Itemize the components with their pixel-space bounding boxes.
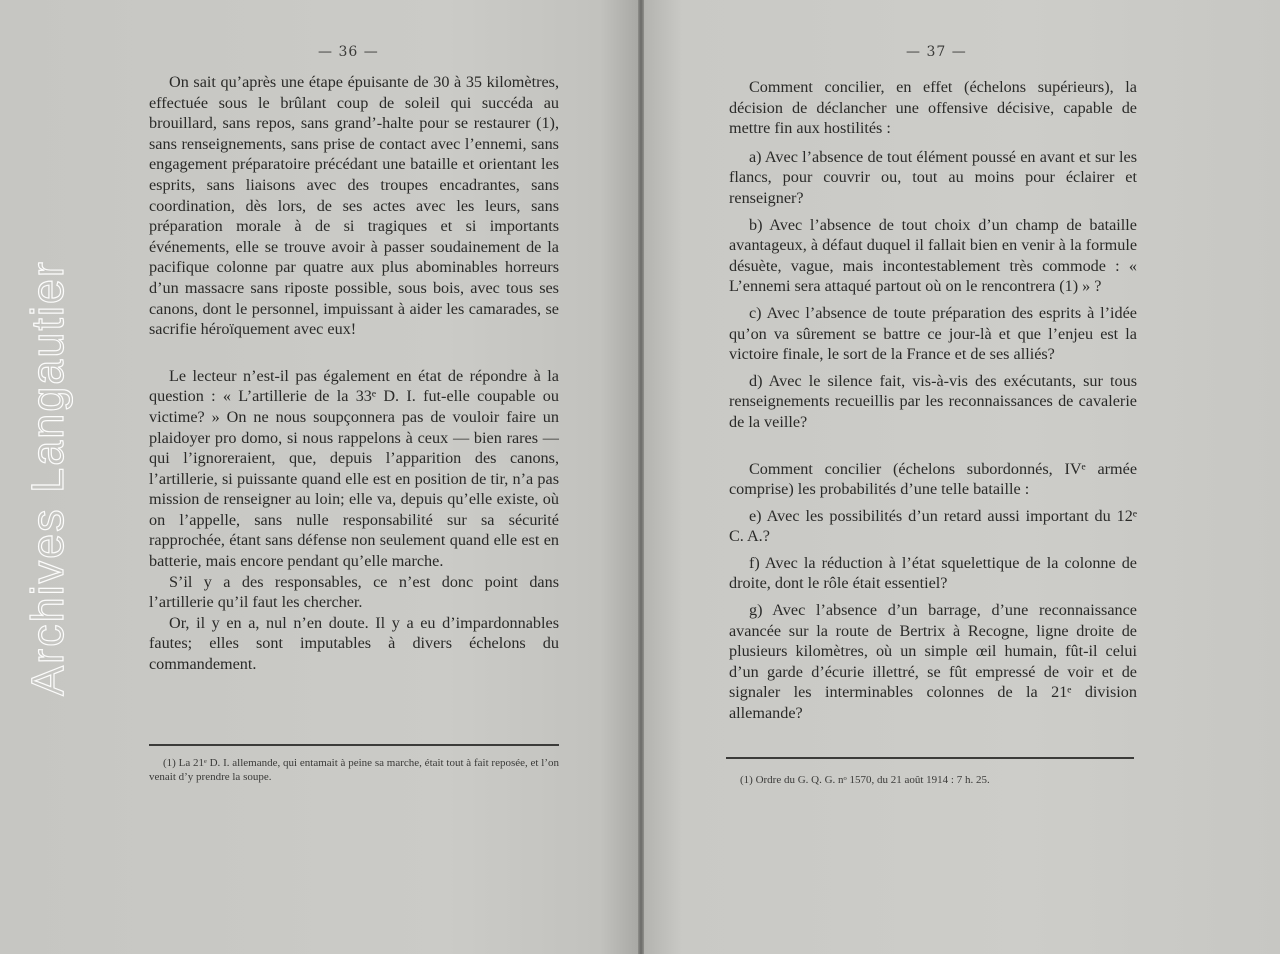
list-item: f) Avec la réduction à l’état squelettique de la colonne de droite, dont le rôle était essentiel? bbox=[729, 553, 1137, 593]
left-page bbox=[0, 0, 638, 954]
list-item: d) Avec le silence fait, vis-à-vis des exécutants, sur tous renseignements recueillis par les reconnaissances de cavalerie de la veille? bbox=[729, 371, 1137, 431]
footnote-text: (1) Ordre du G. Q. G. nᵒ 1570, du 21 août 1914 : 7 h. 25. bbox=[740, 774, 990, 786]
list-item: c) Avec l’absence de toute préparation des esprits à l’idée qu’on va sûrement se battre ce jour-là et que l’enjeu est la victoire finale, le sort de la France et de ses alliés? bbox=[729, 303, 1137, 364]
footnote-text: (1) La 21ᵉ D. I. allemande, qui entamait à peine sa marche, était tout à fait reposée, et l’on venait d’y prendre la soupe. bbox=[149, 757, 559, 783]
list-item: g) Avec l’absence d’un barrage, d’une reconnaissance avancée sur la route de Bertrix à Recogne, ligne droite de plusieurs kilomètres, où un simple œil humain, fût-il celui d’un garde d’écurie illettré, se fût empressé de voir et de signaler les interminables colonnes de la 21ᵉ division allemande? bbox=[729, 601, 1137, 723]
right-page-body bbox=[729, 77, 1137, 724]
footnote-rule bbox=[726, 757, 1134, 759]
left-footnote bbox=[149, 757, 559, 784]
paragraph: S’il y a des responsables, ce n’est donc point dans l’artillerie qu’il faut les chercher. bbox=[149, 572, 559, 612]
list-item: e) Avec les possibilités d’un retard aussi important du 12ᵉ C. A.? bbox=[729, 506, 1137, 546]
paragraph: On sait qu’après une étape épuisante de 30 à 35 kilomètres, effectuée sous le brûlant coup de soleil qui succéda au brouillard, sans repos, sans grand’-halte pour se restaurer (1), sans renseignements, sans prise de contact avec l’ennemi, sans engagement préparatoire précédant une bataille et orientant les esprits, sans liaisons avec des troupes encadrantes, sans coordination, dès lors, de ses actes avec les leurs, sans préparation morale à de si tragiques et si importants événements, elle se trouve avoir à passer soudainement de la pacifique colonne par quatre aux plus abominables horreurs d’un massacre sans riposte possible, sous bois, avec tous ses canons, dont le personnel, impuissant à aider les camarades, se sacrifie héroïquement avec eux! bbox=[149, 73, 559, 339]
list-item: b) Avec l’absence de tout choix d’un champ de bataille avantageux, à défaut duquel il fallait bien en venir à la formule désuète, vague, mais incontestablement très commode : « L’ennemi sera attaqué partout où on le rencontrera (1) » ? bbox=[729, 215, 1137, 296]
archive-watermark: Archives Langautier bbox=[22, 260, 73, 696]
paragraph: Comment concilier (échelons subordonnés, IVᵉ armée comprise) les probabilités d’une telle bataille : bbox=[729, 459, 1137, 499]
footnote-rule bbox=[149, 744, 559, 746]
left-page-body bbox=[149, 72, 559, 675]
left-page-number: — 36 — bbox=[318, 44, 379, 60]
list-item: a) Avec l’absence de tout élément poussé en avant et sur les flancs, pour couvrir ou, tout au moins pour éclairer et renseigner? bbox=[729, 147, 1137, 207]
right-footnote bbox=[726, 774, 1134, 788]
right-page-number: — 37 — bbox=[906, 44, 967, 60]
paragraph: Or, il y en a, nul n’en doute. Il y a eu d’impardonnables fautes; elles sont imputables à divers échelons du commandement. bbox=[149, 613, 559, 674]
paragraph: Le lecteur n’est-il pas également en état de répondre à la question : « L’artillerie de la 33ᵉ D. I. fut-elle coupable ou victime? » On ne nous soupçonnera pas de vouloir faire un plaidoyer pro domo, si nous rappelons à ceux — bien rares — qui l’ignoreraient, que, depuis l’apparition des canons, l’artillerie, si puissante quand elle est en position de tir, n’a pas mission de renseigner au loin; elle va, depuis qu’elle existe, où on l’appelle, sans nulle responsabilité sur sa sécurité rapprochée, étant sans défense non seulement quand elle est en batterie, mais encore pendant qu’elle marche. bbox=[149, 366, 559, 571]
paragraph: Comment concilier, en effet (échelons supérieurs), la décision de déclancher une offensive décisive, capable de mettre fin aux hostilités : bbox=[729, 78, 1137, 138]
right-page bbox=[644, 0, 1280, 954]
